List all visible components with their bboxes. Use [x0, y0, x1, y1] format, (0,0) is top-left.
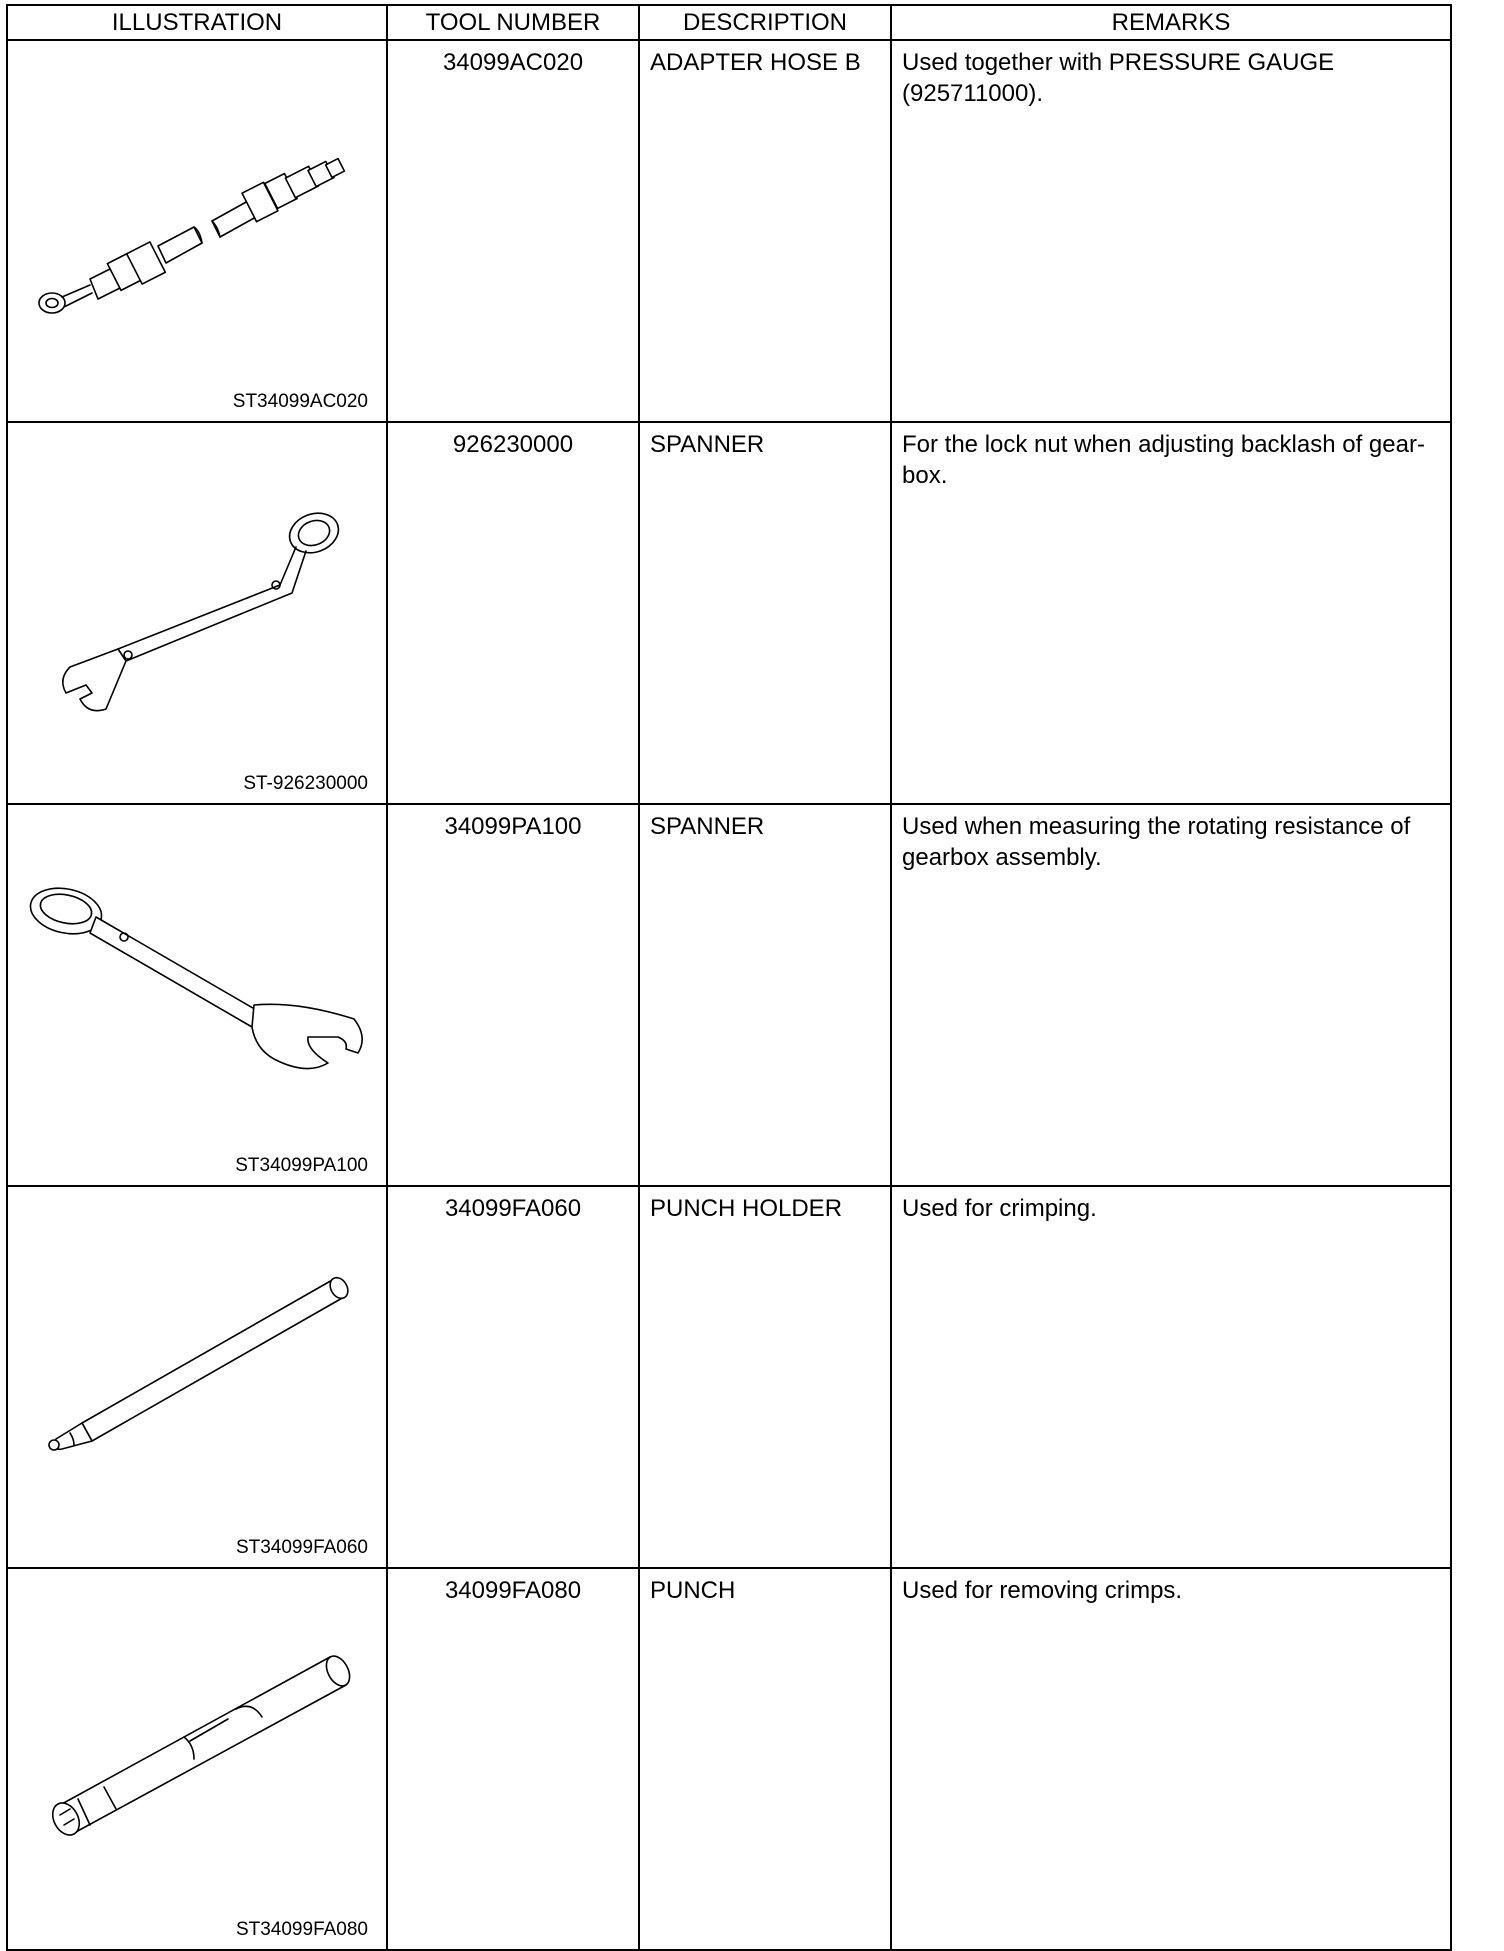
- punch-holder-icon: [8, 1187, 388, 1561]
- illustration-code: ST34099PA100: [235, 1155, 368, 1176]
- offset-spanner-icon: [8, 423, 388, 797]
- remarks-cell: For the lock nut when adjusting backlash of gear-box.: [891, 422, 1451, 804]
- header-remarks: REMARKS: [891, 5, 1451, 40]
- table-row: [7, 40, 1451, 422]
- remarks-cell: Used when measuring the rotating resistance of gearbox assembly.: [891, 804, 1451, 1186]
- description-cell: ADAPTER HOSE B: [639, 40, 891, 422]
- illustration-cell: [7, 40, 387, 422]
- tool-number-cell: 34099AC020: [387, 40, 639, 422]
- description-cell: SPANNER: [639, 804, 891, 1186]
- remarks-cell: Used together with PRESSURE GAUGE (925711000).: [891, 40, 1451, 422]
- description-cell: PUNCH: [639, 1568, 891, 1950]
- tool-number-cell: 34099FA060: [387, 1186, 639, 1568]
- punch-icon: [8, 1569, 388, 1943]
- table-row: [7, 804, 1451, 1186]
- illustration-cell: [7, 422, 387, 804]
- combination-spanner-icon: [8, 805, 388, 1179]
- description-cell: PUNCH HOLDER: [639, 1186, 891, 1568]
- header-description: DESCRIPTION: [639, 5, 891, 40]
- table-row: [7, 422, 1451, 804]
- tool-number-cell: 926230000: [387, 422, 639, 804]
- illustration-code: ST34099FA080: [235, 1919, 368, 1940]
- adapter-hose-icon: [8, 41, 388, 415]
- header-illustration: ILLUSTRATION: [7, 5, 387, 40]
- illustration-code: ST-926230000: [243, 773, 368, 794]
- tool-number-cell: 34099FA080: [387, 1568, 639, 1950]
- illustration-cell: [7, 1568, 387, 1950]
- remarks-cell: Used for crimping.: [891, 1186, 1451, 1568]
- table-row: [7, 1186, 1451, 1568]
- table-row: [7, 1568, 1451, 1950]
- illustration-code: ST34099AC020: [232, 391, 368, 412]
- illustration-code: ST34099FA060: [235, 1537, 368, 1558]
- special-tools-table: [6, 4, 1452, 1951]
- tool-number-cell: 34099PA100: [387, 804, 639, 1186]
- header-tool-number: TOOL NUMBER: [387, 5, 639, 40]
- description-cell: SPANNER: [639, 422, 891, 804]
- remarks-cell: Used for removing crimps.: [891, 1568, 1451, 1950]
- illustration-cell: [7, 1186, 387, 1568]
- header-row: [7, 5, 1451, 40]
- illustration-cell: [7, 804, 387, 1186]
